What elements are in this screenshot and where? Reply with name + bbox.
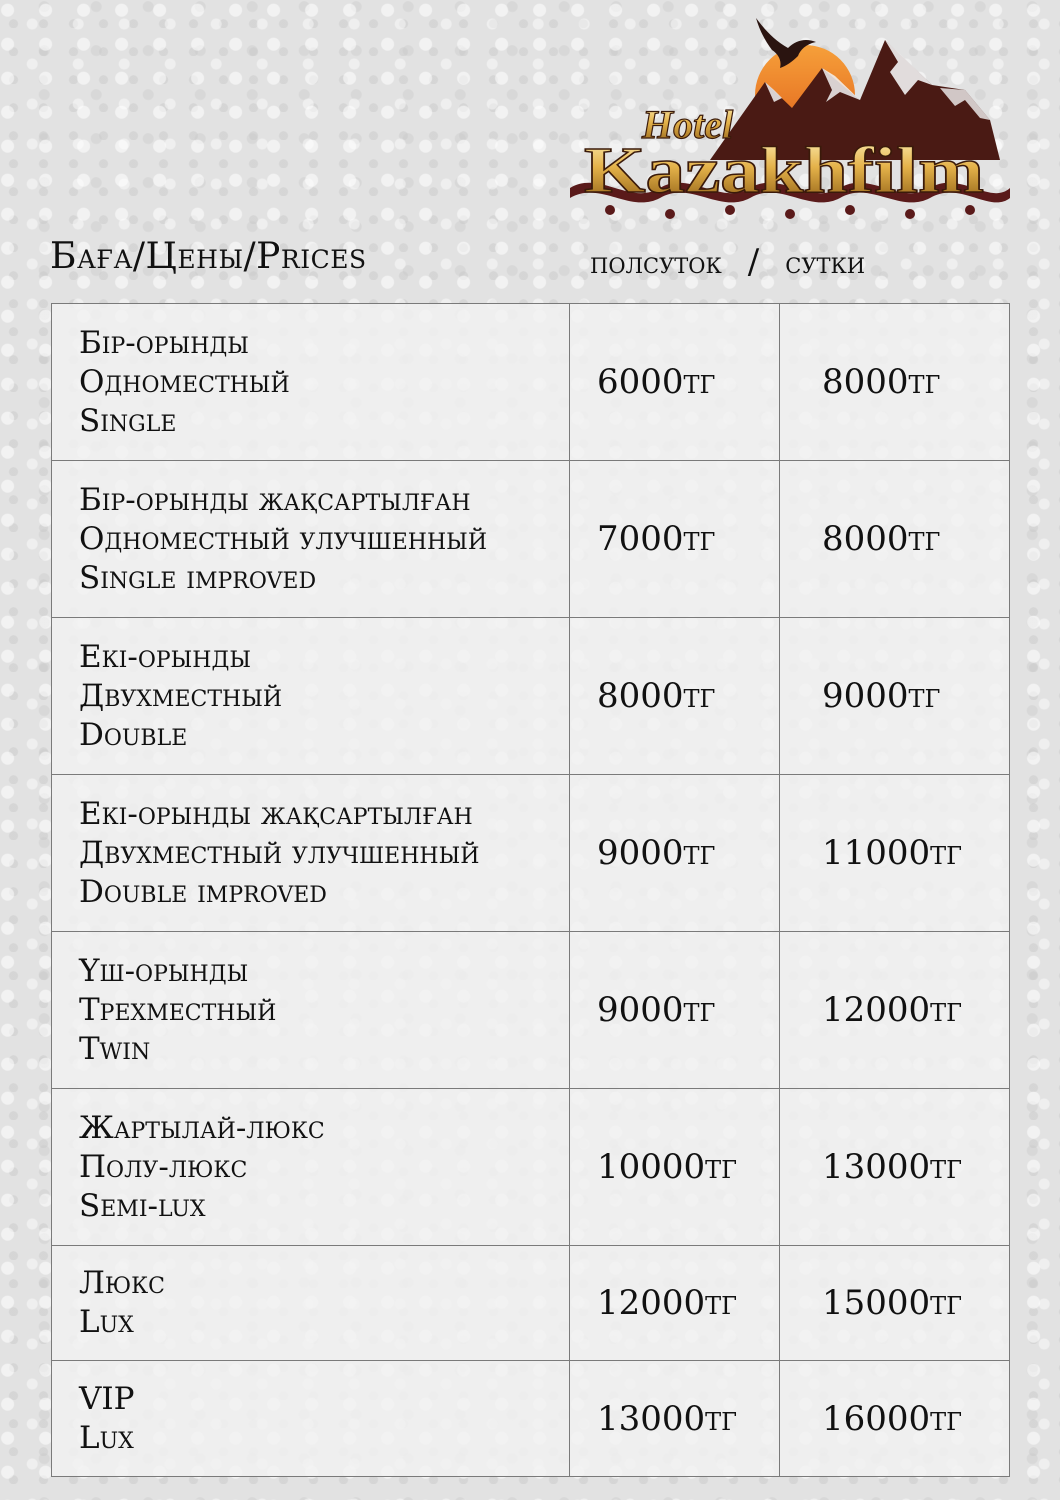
price-day: 8000тг	[780, 304, 1010, 461]
table-row	[52, 1089, 1010, 1246]
room-name-primary: VIP	[79, 1380, 135, 1417]
table-row	[52, 1246, 1010, 1361]
room-name-cell	[52, 304, 570, 461]
table-row	[52, 304, 1010, 461]
room-name-cell	[52, 618, 570, 775]
room-name-cell	[52, 775, 570, 932]
table-row	[52, 775, 1010, 932]
room-name-cell	[52, 461, 570, 618]
room-name-kazakh: Екі-орынды жақсартылған	[79, 795, 473, 832]
price-half-day: 9000тг	[570, 775, 780, 932]
price-half-day: 12000тг	[570, 1246, 780, 1361]
room-name-cell	[52, 1361, 570, 1477]
table-row	[52, 461, 1010, 618]
price-day: 16000тг	[780, 1361, 1010, 1477]
room-name-english: Twin	[79, 1030, 151, 1067]
price-half-day: 10000тг	[570, 1089, 780, 1246]
price-half-day: 13000тг	[570, 1361, 780, 1477]
room-name-english: Single improved	[79, 559, 317, 596]
room-name-english: Double improved	[79, 873, 327, 910]
table-row	[52, 1361, 1010, 1477]
price-day: 13000тг	[780, 1089, 1010, 1246]
room-name-russian: Одноместный улучшенный	[79, 520, 488, 557]
table-row	[52, 618, 1010, 775]
table-row	[52, 932, 1010, 1089]
room-name-cell	[52, 932, 570, 1089]
room-name-english: Single	[79, 402, 177, 439]
page-title: Баға/Цены/Prices	[50, 236, 367, 277]
room-name-russian: Двухместный улучшенный	[79, 834, 480, 871]
logo-hotel-word: Hotel	[642, 102, 734, 147]
column-headers	[590, 242, 865, 282]
price-day: 11000тг	[780, 775, 1010, 932]
room-name-kazakh: Екі-орынды	[79, 638, 252, 675]
price-day: 9000тг	[780, 618, 1010, 775]
room-name-cell	[52, 1089, 570, 1246]
hotel-logo	[560, 10, 1020, 230]
room-name-english: Lux	[79, 1304, 134, 1340]
heading-row	[50, 236, 1010, 286]
column-header-day: сутки	[785, 246, 866, 281]
price-half-day: 7000тг	[570, 461, 780, 618]
column-header-separator: /	[747, 242, 760, 282]
room-name-english: Double	[79, 716, 188, 753]
logo-graphic	[560, 10, 1020, 230]
room-name-kazakh: Бір-орынды жақсартылған	[79, 481, 471, 518]
room-name-cell	[52, 1246, 570, 1361]
price-table	[51, 303, 1010, 1477]
room-name-kazakh: Үш-орынды	[79, 952, 249, 989]
room-name-kazakh: Жартылай-люкс	[79, 1109, 325, 1146]
room-name-russian: Одноместный	[79, 363, 290, 400]
price-half-day: 9000тг	[570, 932, 780, 1089]
room-name-russian: Двухместный	[79, 677, 283, 714]
column-header-half-day: полсуток	[590, 246, 722, 281]
price-day: 8000тг	[780, 461, 1010, 618]
room-name-english: Semi-lux	[79, 1187, 206, 1224]
logo-brand-word: Kazakhfilm	[584, 134, 984, 207]
room-name-english: Lux	[79, 1419, 134, 1456]
price-day: 12000тг	[780, 932, 1010, 1089]
price-half-day: 8000тг	[570, 618, 780, 775]
room-name-kazakh: Бір-орынды	[79, 324, 249, 361]
room-name-primary: Люкс	[79, 1265, 165, 1301]
price-half-day: 6000тг	[570, 304, 780, 461]
price-day: 15000тг	[780, 1246, 1010, 1361]
room-name-russian: Трехместный	[79, 991, 277, 1028]
room-name-russian: Полу-люкс	[79, 1148, 248, 1185]
